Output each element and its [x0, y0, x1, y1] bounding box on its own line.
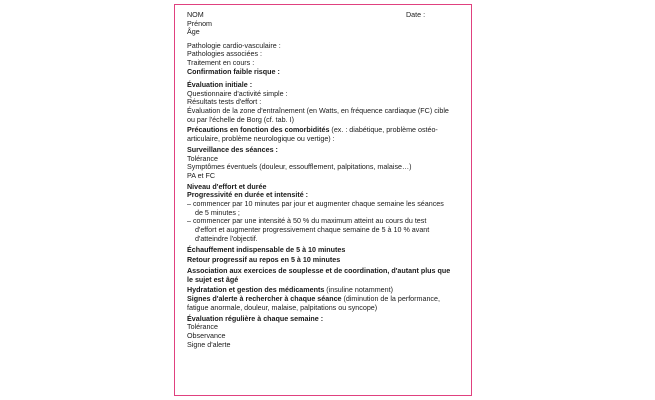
pathologies-associees-label: Pathologies associées : [187, 50, 263, 59]
progressivite-heading: Progressivité en durée et intensité : [187, 191, 309, 200]
retour-heading: Retour progressif au repos en 5 à 10 minutes [187, 256, 341, 265]
form-content [187, 11, 467, 349]
progression-item-2c: d'atteindre l'objectif. [195, 234, 258, 243]
evaluation-reguliere-heading: Évaluation régulière à chaque semaine : [187, 314, 324, 323]
alerte-line-2: fatigue anormale, douleur, malaise, palpitations ou syncope) [187, 303, 378, 312]
progression-item-1b: de 5 minutes ; [195, 208, 240, 217]
hydratation-text: (insuline notamment) [324, 286, 393, 295]
nom-label: NOM [187, 11, 204, 19]
eval-zone-line-2: ou par l'échelle de Borg (cf. tab. I) [187, 115, 294, 124]
confirmation-heading: Confirmation faible risque : [187, 67, 280, 76]
progression-item-1a: – commencer par 10 minutes par jour et augmenter chaque semaine les séances [187, 200, 444, 209]
eval-zone-line-1: Évaluation de la zone d'entraînement (en Watts, en fréquence cardiaque (FC) cible [187, 107, 449, 116]
precautions-text: (ex. : diabétique, problème ostéo- [329, 126, 438, 135]
progression-item-2a: – commencer par une intensité à 50 % du maximum atteint au cours du test [187, 217, 427, 226]
surveillance-heading: Surveillance des séances : [187, 145, 278, 154]
hydratation-line [187, 286, 467, 295]
association-line-2: le sujet est âgé [187, 275, 239, 284]
precautions-line-1 [187, 126, 467, 135]
date-label: Date : [406, 11, 426, 19]
alerte-line-1 [187, 295, 467, 304]
symptomes-label: Symptômes éventuels (douleur, essoufflement, palpitations, malaise…) [187, 163, 412, 172]
reg-signe-alerte-label: Signe d'alerte [187, 340, 231, 349]
pathologie-cv-label: Pathologie cardio-vasculaire : [187, 41, 281, 50]
alerte-text: (diminution de la performance, [341, 295, 440, 304]
traitement-label: Traitement en cours : [187, 59, 255, 68]
precautions-line-2: articulaire, problème neurologique ou vertige) : [187, 135, 335, 144]
tests-effort-label: Résultats tests d'effort : [187, 98, 262, 107]
prenom-label: Prénom [187, 19, 213, 28]
progression-item-2b: d'effort et augmenter progressivement chaque semaine de 5 à 10 % avant [195, 226, 430, 235]
association-line-1: Association aux exercices de souplesse et de coordination, d'autant plus que [187, 266, 451, 275]
pa-fc-label: PA et FC [187, 171, 216, 180]
tolerance-label: Tolérance [187, 154, 218, 163]
precautions-heading: Précautions en fonction des comorbidités [187, 126, 330, 135]
echauffement-heading: Échauffement indispensable de 5 à 10 minutes [187, 245, 346, 254]
age-label: Âge [187, 28, 200, 37]
niveau-heading: Niveau d'effort et durée [187, 182, 267, 191]
questionnaire-label: Questionnaire d'activité simple : [187, 89, 288, 98]
hydratation-heading: Hydratation et gestion des médicaments [187, 286, 325, 295]
evaluation-initiale-heading: Évaluation initiale : [187, 80, 253, 89]
reg-tolerance-label: Tolérance [187, 323, 218, 332]
reg-observance-label: Observance [187, 331, 226, 340]
alerte-heading: Signes d'alerte à rechercher à chaque séance [187, 295, 342, 304]
